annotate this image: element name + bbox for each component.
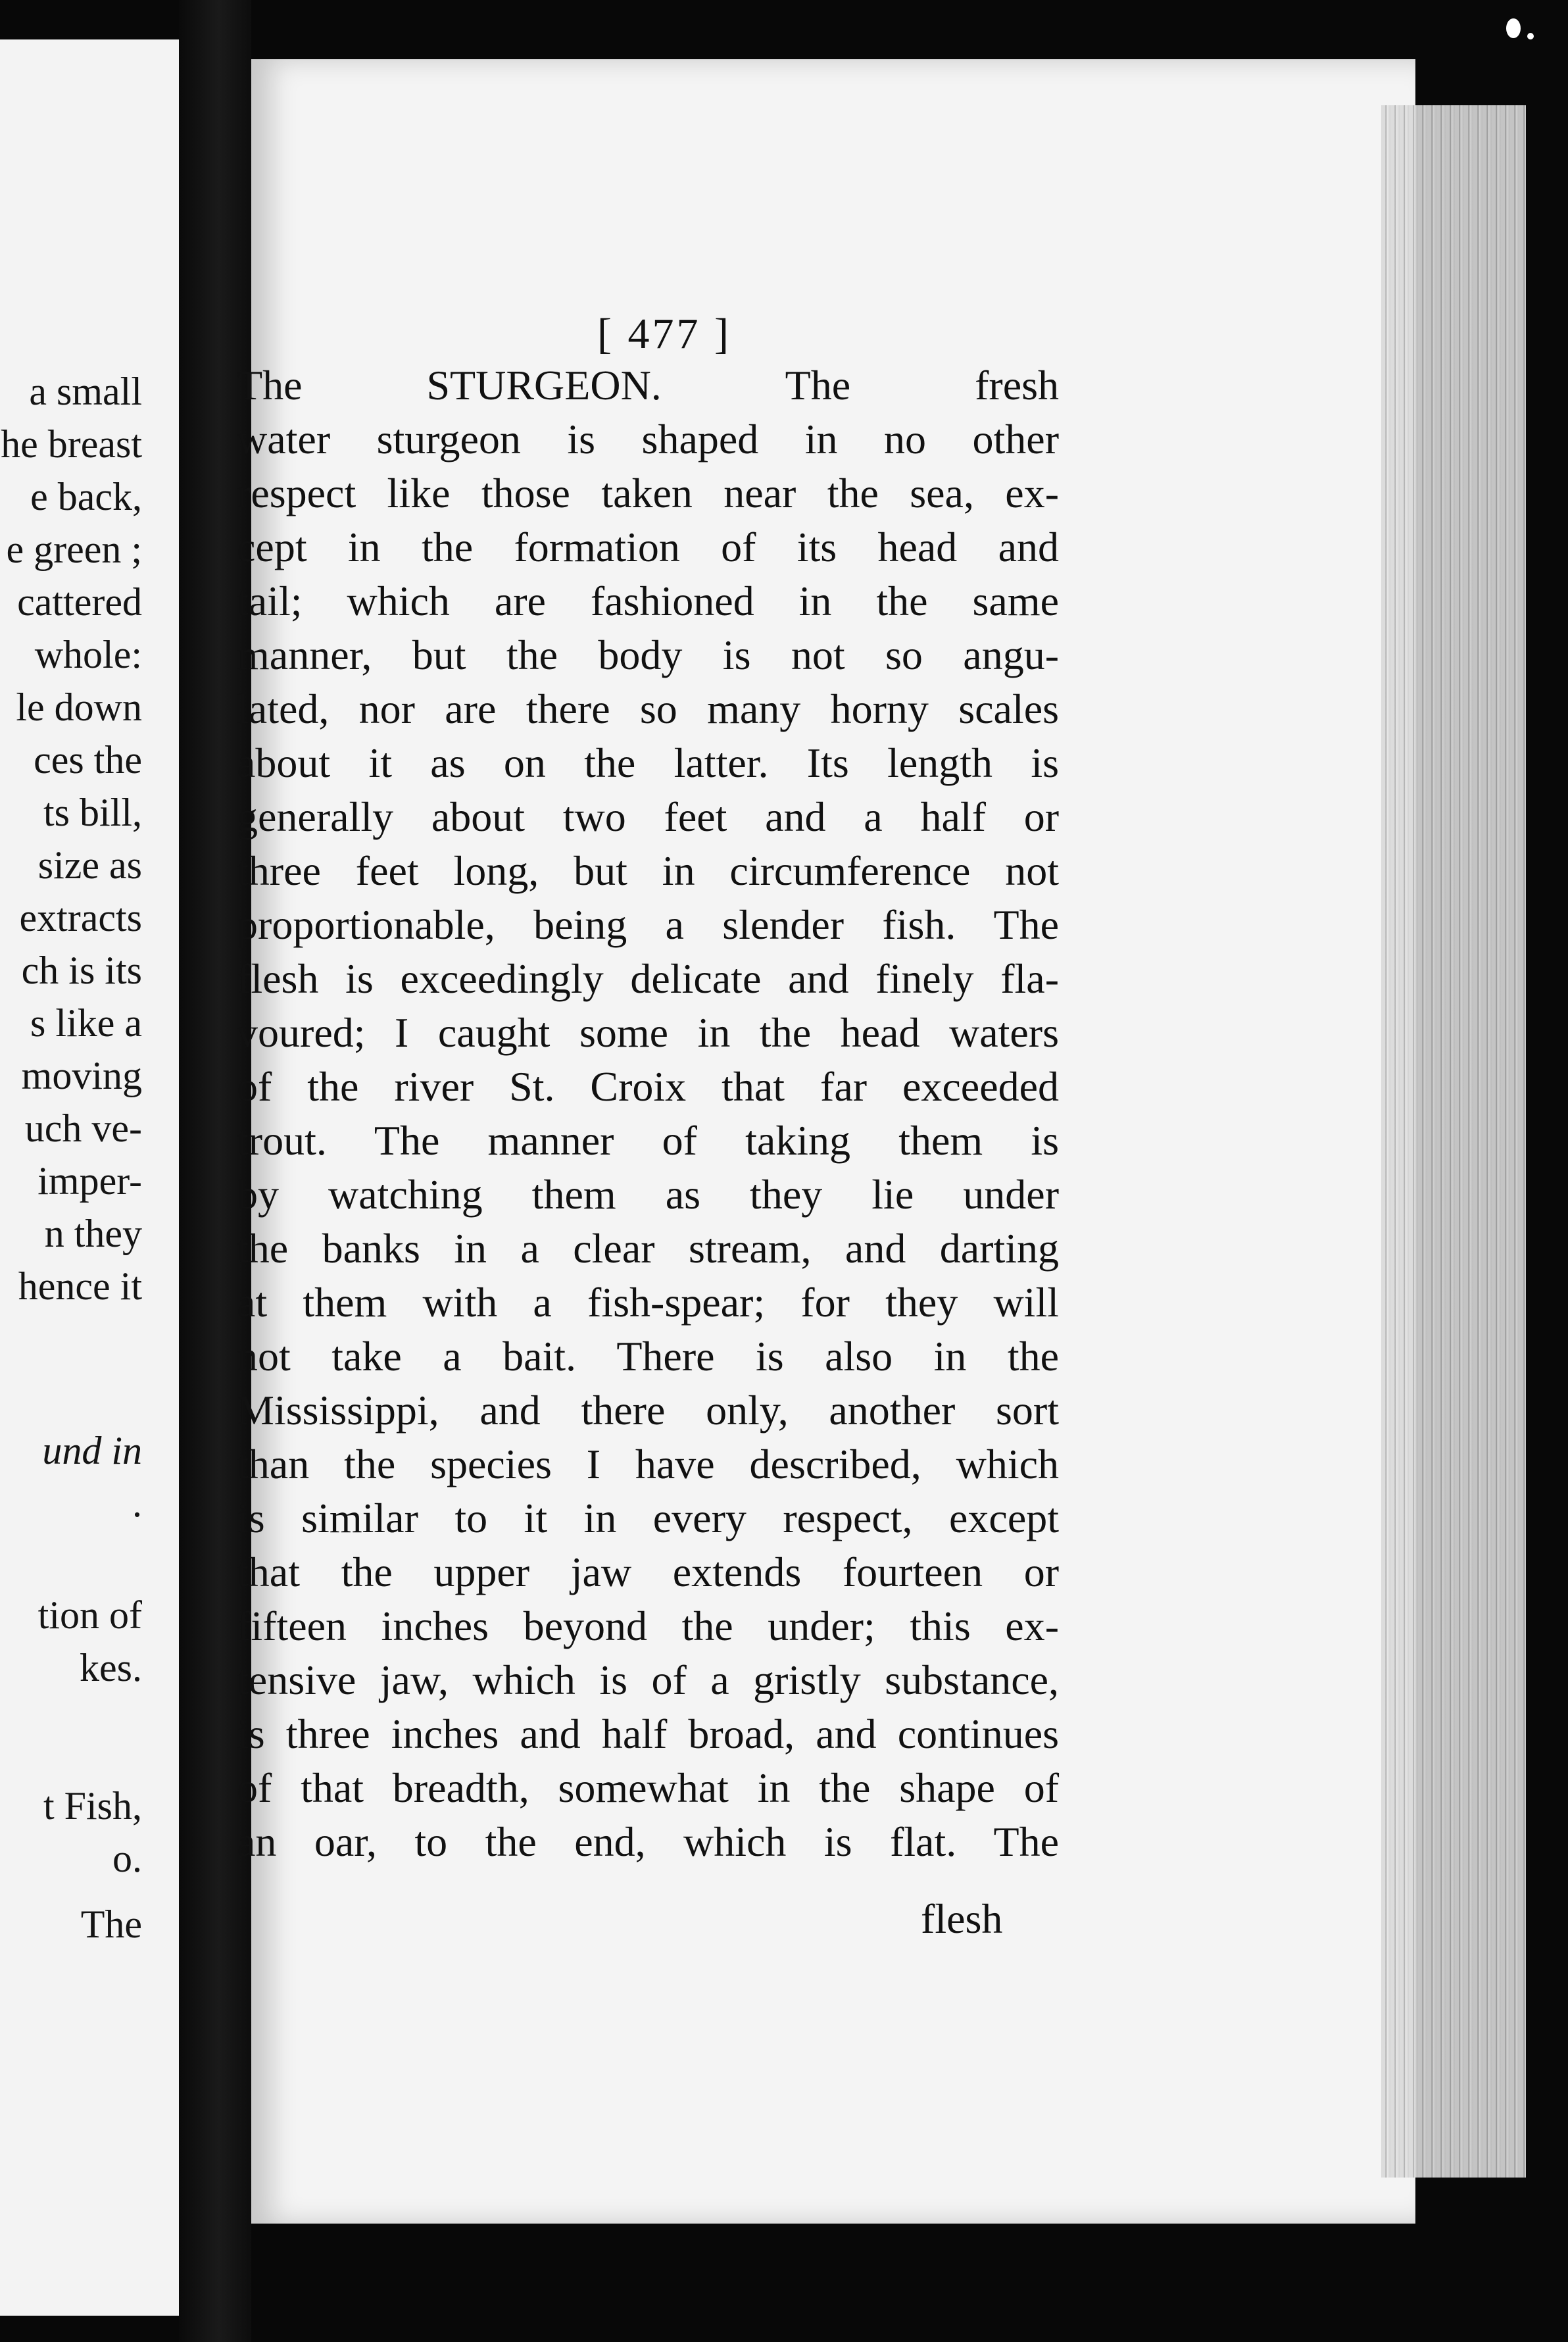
left-page-line: a small [29, 370, 142, 413]
left-page-line: hence it [18, 1264, 142, 1308]
left-page-line: ts bill, [43, 791, 142, 834]
text-line: not take a bait. There is also in the [237, 1333, 1059, 1380]
text-line: generally about two feet and a half or [237, 793, 1059, 840]
text-line: of that breadth, somewhat in the shape of [237, 1764, 1059, 1811]
left-page-line: he breast [1, 422, 142, 466]
left-page-line: size as [37, 843, 142, 887]
left-page-line: o. [112, 1837, 142, 1880]
text-line: an oar, to the end, which is flat. The [237, 1818, 1059, 1865]
catchword: flesh [921, 1895, 1003, 1942]
text-line: proportionable, being a slender fish. The [237, 901, 1059, 948]
left-page-line: s like a [30, 1001, 142, 1045]
text-line: manner, but the body is not so angu- [237, 632, 1059, 678]
body-text [237, 359, 1059, 1869]
text-line: lated, nor are there so many horny scales [237, 685, 1059, 732]
left-page-line: t Fish, [43, 1784, 142, 1828]
text-line: tail; which are fashioned in the same [237, 578, 1059, 624]
text-line: three feet long, but in circumference not [237, 847, 1059, 894]
left-page-line: e back, [30, 475, 142, 518]
text-line: The STURGEON. The fresh [237, 362, 1059, 409]
left-page-line: kes. [80, 1646, 142, 1689]
left-page-line: whole: [34, 633, 142, 676]
text-line: that the upper jaw extends fourteen or [237, 1549, 1059, 1595]
left-page-line: moving [21, 1054, 142, 1097]
text-line: tensive jaw, which is of a gristly substance, [237, 1657, 1059, 1703]
text-line: respect like those taken near the sea, ex- [237, 470, 1059, 516]
left-page-line: e green ; [6, 528, 142, 571]
left-page-line: und in [42, 1429, 142, 1472]
left-page-fragment [0, 39, 179, 2316]
left-page-line: tion of [37, 1593, 142, 1637]
left-page-line: The [80, 1903, 142, 1946]
text-line: voured; I caught some in the head waters [237, 1009, 1059, 1056]
text-line: Mississippi, and there only, another sort [237, 1387, 1059, 1433]
text-line: the banks in a clear stream, and darting [237, 1225, 1059, 1272]
left-page-line: ch is its [21, 949, 142, 992]
text-line: about it as on the latter. Its length is [237, 739, 1059, 786]
scan-speck [1506, 18, 1521, 38]
text-line: by watching them as they lie under [237, 1171, 1059, 1218]
left-page-line: . [132, 1482, 142, 1525]
page-number: [ 477 ] [597, 310, 731, 358]
text-line: water sturgeon is shaped in no other [237, 416, 1059, 462]
left-page-line: extracts [19, 896, 142, 939]
left-page-line: uch ve- [24, 1107, 142, 1150]
text-line: fifteen inches beyond the under; this ex- [237, 1603, 1059, 1649]
left-page-line: cattered [17, 580, 142, 624]
left-page-line: imper- [37, 1159, 142, 1203]
text-line: of the river St. Croix that far exceeded [237, 1063, 1059, 1110]
text-line: is three inches and half broad, and continues [237, 1710, 1059, 1757]
left-page-line: n they [44, 1212, 142, 1255]
text-line: at them with a fish-spear; for they will [237, 1279, 1059, 1326]
text-line: cept in the formation of its head and [237, 524, 1059, 570]
text-line: trout. The manner of taking them is [237, 1117, 1059, 1164]
page-edges [1381, 105, 1526, 2178]
text-line: flesh is exceedingly delicate and finely fla- [237, 955, 1059, 1002]
scan-speck [1527, 33, 1534, 39]
text-line: is similar to it in every respect, except [237, 1495, 1059, 1541]
left-page-line: le down [16, 685, 142, 729]
text-line: than the species I have described, which [237, 1441, 1059, 1487]
left-page-line: ces the [34, 738, 142, 782]
